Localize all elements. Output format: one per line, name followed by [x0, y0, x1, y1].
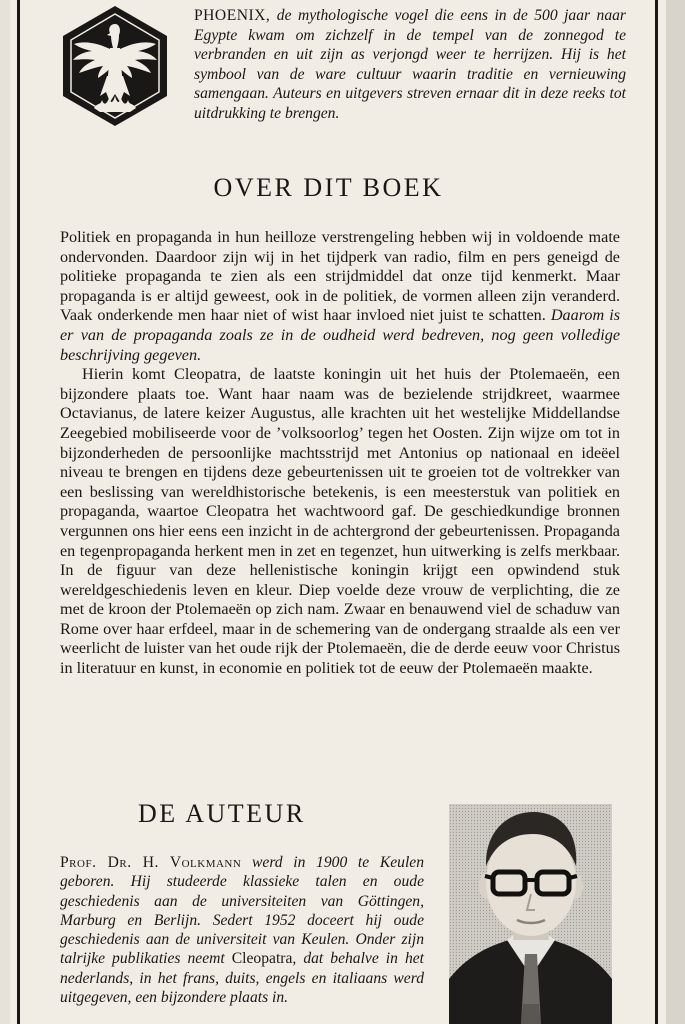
border-rule-right: [655, 0, 658, 1024]
phoenix-emblem-icon: [60, 4, 170, 128]
series-name: PHOENIX,: [194, 7, 271, 24]
book-description: [60, 228, 620, 679]
book-title-mention: Cleopatra: [231, 950, 293, 968]
description-paragraph-1-italic: Daarom is er van de propaganda zoals ze in de oudheid werd bedreven, nog geen volledige beschrijving gegeven.: [60, 306, 620, 364]
heading-de-auteur: DE AUTEUR: [138, 799, 306, 828]
phoenix-intro: [194, 6, 626, 123]
description-paragraph-2: Hierin komt Cleopatra, de laatste koningin uit het huis der Ptolemaeën, een bijzondere plaats toe. Want haar naam was de bezielende strijdkreet, waarmee Octavianus, de latere keizer Augustus, alle krachten uit het westelijke Middellandse Zeegebied mobiliseerde voor de ’volksoorlog’ tegen het Oosten. Zijn wijze om tot in bijzonderheden de persoonlijke machtsstrijd met Antonius op nationaal en ideëel niveau te brengen en tijdens deze gebeurtenissen uit te groeien tot de voltrekker van een beslissing van wereldhistorische betekenis, is een meesterstuk van politiek en propaganda, waartoe Cleopatra het wachtwoord gaf. De geschiedkundige bronnen vergunnen ons hier eens een inzicht in de achtergrond der gebeurtenissen. Propaganda en tegenpropaganda herkent men in zet en tegenzet, hun uitwerking is zelfs merkbaar. In de figuur van deze hellenistische koningin krijgt een opwindend stuk wereldgeschiedenis leven en kleur. Diep voelde deze vrouw de verplichting, die ze met de kroon der Ptolemaeën op zich nam. Zwaar en benauwend viel de schaduw van Rome over haar erfdeel, maar in de schemering van de ondergang straalde als een ver weerlicht de luister van het oude rijk der Ptolemaeën, die de derde eeuw voor Christus in literatuur en kunst, in economie en politiek tot de eeuw der Ptolemaeën maakte.: [60, 365, 620, 678]
author-portrait: [449, 804, 612, 1024]
author-name: Prof. Dr. H. Volkmann: [60, 854, 242, 871]
border-rule-left: [17, 0, 20, 1024]
author-bio-text-1: werd in 1900 te Keulen geboren. Hij studeerde klassieke talen en oude geschiedenis aan de universiteiten van Göttingen, Marburg en Berlijn. Sedert 1952 doceert hij oude geschiedenis aan de universiteit van Keulen. Onder zijn talrijke publikaties neemt: [60, 854, 424, 968]
intro-text: de mythologische vogel die eens in de 500 jaar naar Egypte kwam om zichzelf in de tempel van de zonnegod te verbranden en uit zijn as verjongd weer te herrijzen. Hij is het symbool van de ware cultuur waarin traditie en vernieuwing samengaan. Auteurs en uitgevers streven ernaar dit in deze reeks tot uitdrukking te brengen.: [194, 7, 626, 122]
heading-over-dit-boek: OVER DIT BOEK: [213, 173, 444, 202]
author-bio-text-2: , dat behalve in het nederlands, in het frans, duits, engels en italiaans werd uitgegeven, een bijzondere plaats in.: [60, 950, 424, 1007]
author-bio: [60, 853, 424, 1007]
page-edge-left: [0, 0, 10, 1024]
page-edge-right: [666, 0, 685, 1024]
description-paragraph-1: Politiek en propaganda in hun heilloze verstrengeling hebben wij in voldoende mate ondervonden. Daardoor zijn wij in het tijdperk van radio, film en pers geneigd de politieke propaganda te zien als een strijdmiddel dat onze tijd kenmerkt. Maar propaganda is er altijd geweest, ook in de politiek, de vormen alleen zijn veranderd. Vaak onderkende men haar niet of wist haar invloed niet juist te schatten.: [60, 228, 620, 325]
